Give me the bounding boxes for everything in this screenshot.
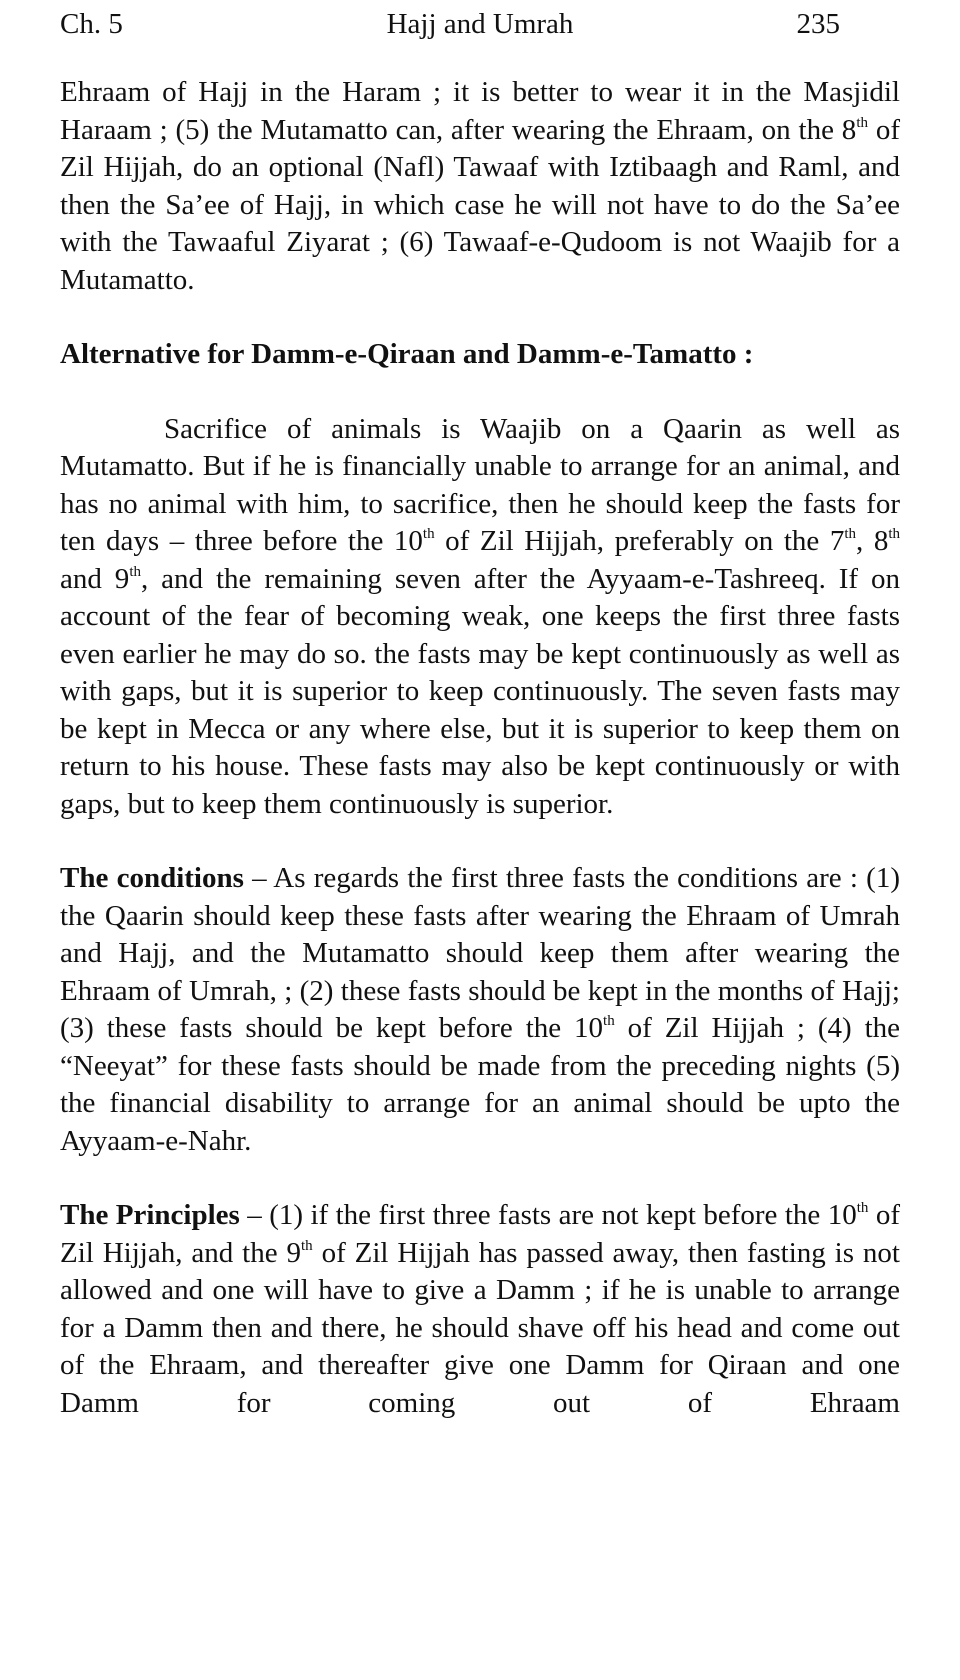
paragraph-sacrifice-alternative [60, 411, 900, 824]
paragraph-label: The Principles [60, 1199, 240, 1231]
ordinal-suffix: th [129, 563, 141, 580]
text-run: – (1) if the first three fasts are not kept before the 10 [239, 1199, 857, 1231]
ordinal-suffix: th [422, 526, 435, 542]
text-run: and 9 [60, 562, 130, 595]
page-number: 235 [796, 8, 840, 40]
text-run: , 8 [856, 525, 889, 557]
ordinal-suffix: th [844, 526, 857, 542]
page-body [60, 74, 900, 1422]
ordinal-suffix: th [856, 1200, 869, 1216]
ordinal-suffix: th [888, 526, 901, 542]
text-run: of Zil Hijjah ; (4) the “Neeyat” for these fasts should be made from the preceding nights (5) the financial disability to arrange for an animal should be upto the Ayyaam-e-Nahr. [60, 1012, 901, 1157]
ordinal-suffix: th [856, 114, 868, 131]
text-run: Ehraam of Hajj in the Haram ; it is better to wear it in the Masjidil Haraam ; (5) the Mutamatto can, after wearing the Ehraam, on the 8 [60, 76, 900, 146]
chapter-label: Ch. 5 [60, 8, 123, 40]
section-heading: Alternative for Damm-e-Qiraan and Damm-e-Tamatto : [60, 338, 754, 370]
paragraph-label: The conditions [60, 862, 244, 894]
text-run: of Zil Hijjah, preferably on the 7 [434, 525, 845, 557]
ordinal-suffix: th [603, 1013, 615, 1029]
paragraph-principles [60, 1197, 900, 1422]
paragraph-conditions [60, 860, 900, 1160]
text-run: Sacrifice of animals is Waajib on a Qaarin as well as Mutamatto. But if he is financially unable to arrange for an animal, and has no animal with him, to sacrifice, then he should keep the fasts for ten days – three before the 10 [60, 412, 900, 557]
text-run: of Zil Hijjah, do an optional (Nafl) Tawaaf with Iztibaagh and Raml, and then the Sa’ee of Hajj, in which case he will not have to do the Sa’ee with the Tawaaful Ziyarat ; (6) Tawaaf-e-Qudoom is not Waajib for a Mutamatto. [60, 113, 900, 296]
paragraph-ehraam-continuation [60, 74, 900, 299]
text-run: of Zil Hijjah has passed away, then fasting is not allowed and one will have to give a Damm ; if he is unable to arrange for a Damm then and there, he should shave off his head and come out of the Ehraam, and thereafter give one Damm for Qiraan and one Damm for coming out of Ehraam [60, 1236, 900, 1419]
text-run: , and the remaining seven after the Ayyaam-e-Tashreeq. If on account of the fear of becoming weak, one keeps the first three fasts even earlier he may do so. the fasts may be kept continuously as well as with gaps, but it is superior to keep continuously. The seven fasts may be kept in Mecca or any where else, but it is superior to keep them on return to his house. These fasts may also be kept continuously or with gaps, but to keep them continuously is superior. [60, 562, 900, 820]
text-run: – As regards the first three fasts the conditions are : (1) the Qaarin should keep these fasts after wearing the Ehraam of Umrah and Hajj, and the Mutamatto should keep them after wearing the Ehraam of Umrah, ; (2) these fasts should be kept in the months of Hajj; (3) these fasts should be kept before the 10 [60, 862, 900, 1044]
running-title: Hajj and Umrah [386, 8, 574, 40]
text-run: of Zil Hijjah, and the 9 [60, 1199, 900, 1269]
running-header [60, 6, 900, 42]
ordinal-suffix: th [301, 1237, 313, 1254]
